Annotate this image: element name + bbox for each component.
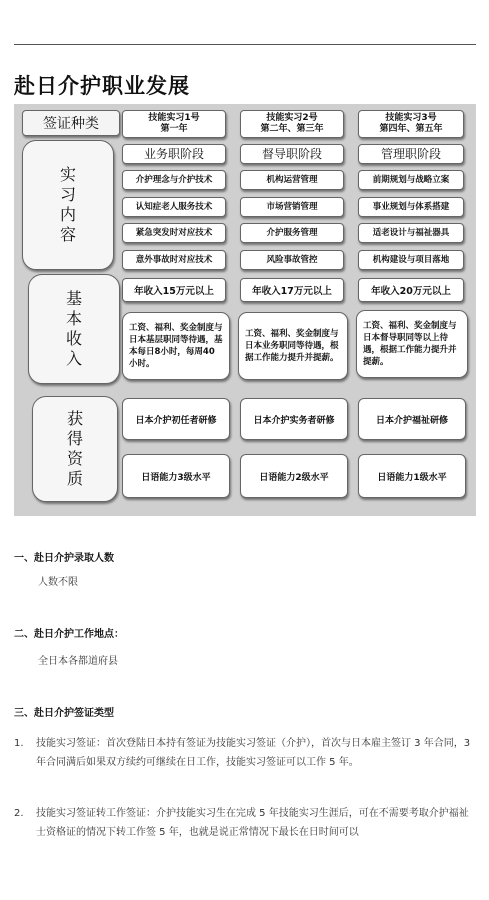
col1-content-3: 紧急突发时对应技术 <box>122 223 226 243</box>
col3-header: 技能实习3号 第四年、第五年 <box>358 110 464 138</box>
col2-content-4: 风险事故管控 <box>240 250 344 270</box>
list-item <box>14 804 474 842</box>
col3-language: 日语能力1级水平 <box>358 454 466 498</box>
col1-content-1: 介护理念与介护技术 <box>122 170 226 190</box>
col2-content-2: 市场营销管理 <box>240 197 344 217</box>
visa-type-label: 签证种类 <box>22 110 120 136</box>
col3-content-2: 事业规划与体系搭建 <box>358 197 464 217</box>
col1-stage: 业务职阶段 <box>122 144 226 164</box>
col2-stage: 督导职阶段 <box>240 144 344 164</box>
section-2-heading: 二、赴日介护工作地点： <box>14 629 124 640</box>
list-text: 技能实习签证：首次登陆日本持有签证为技能实习签证（介护），首次与日本雇主签订 3 年合同，3 年合同满后如果双方续约可继续在日工作，技能实习签证可以工作 5 年。 <box>36 738 471 768</box>
col2-cert: 日本介护实务者研修 <box>240 398 348 440</box>
section-1-heading: 一、赴日介护录取人数 <box>14 553 114 564</box>
page-title: 赴日介护职业发展 <box>14 74 190 98</box>
col1-content-2: 认知症老人服务技术 <box>122 197 226 217</box>
col2-header: 技能实习2号 第二年、第三年 <box>240 110 344 138</box>
col3-content-3: 适老设计与福祉器具 <box>358 223 464 243</box>
col3-income: 年收入20万元以上 <box>358 278 464 302</box>
section-2-body: 全日本各都道府县 <box>38 656 118 667</box>
col3-stage: 管理职阶段 <box>358 144 464 164</box>
col3-benefit: 工资、福利、奖金制度与日本督导职同等以上待遇，根据工作能力提升并提薪。 <box>356 310 468 378</box>
list-item <box>14 734 474 772</box>
row-label-qualification: 获得资质 <box>32 396 118 502</box>
col1-header: 技能实习1号 第一年 <box>122 110 226 138</box>
col2-content-3: 介护服务管理 <box>240 223 344 243</box>
col3-content-1: 前期规划与战略立案 <box>358 170 464 190</box>
section-3-heading: 三、赴日介护签证类型 <box>14 708 114 719</box>
col2-benefit: 工资、福利、奖金制度与日本业务职同等待遇，根据工作能力提升并提薪。 <box>238 312 348 380</box>
row-label-content: 实习内容 <box>22 140 114 270</box>
col1-benefit: 工资、福利、奖金制度与日本基层职同等待遇，基本每日8小时，每周40小时。 <box>122 312 230 380</box>
section-1-body: 人数不限 <box>38 577 78 588</box>
col1-content-4: 意外事故时对应技术 <box>122 250 226 270</box>
top-rule <box>14 44 476 45</box>
col2-content-1: 机构运营管理 <box>240 170 344 190</box>
row-label-income: 基本收入 <box>28 274 120 384</box>
col1-cert: 日本介护初任者研修 <box>122 398 230 440</box>
col2-language: 日语能力2级水平 <box>240 454 348 498</box>
col1-income: 年收入15万元以上 <box>122 278 226 302</box>
career-diagram <box>14 104 476 516</box>
list-number: 1. <box>14 738 24 749</box>
list-number: 2. <box>14 808 24 819</box>
col1-language: 日语能力3级水平 <box>122 454 230 498</box>
col3-cert: 日本介护福祉研修 <box>358 398 466 440</box>
list-text: 技能实习签证转工作签证：介护技能实习生在完成 5 年技能实习生涯后，可在不需要考取介护福祉士资格证的情况下转工作签 5 年，也就是说正常情况下最长在日时间可以 <box>36 808 469 838</box>
col3-content-4: 机构建设与项目落地 <box>358 250 464 270</box>
col2-income: 年收入17万元以上 <box>240 278 344 302</box>
